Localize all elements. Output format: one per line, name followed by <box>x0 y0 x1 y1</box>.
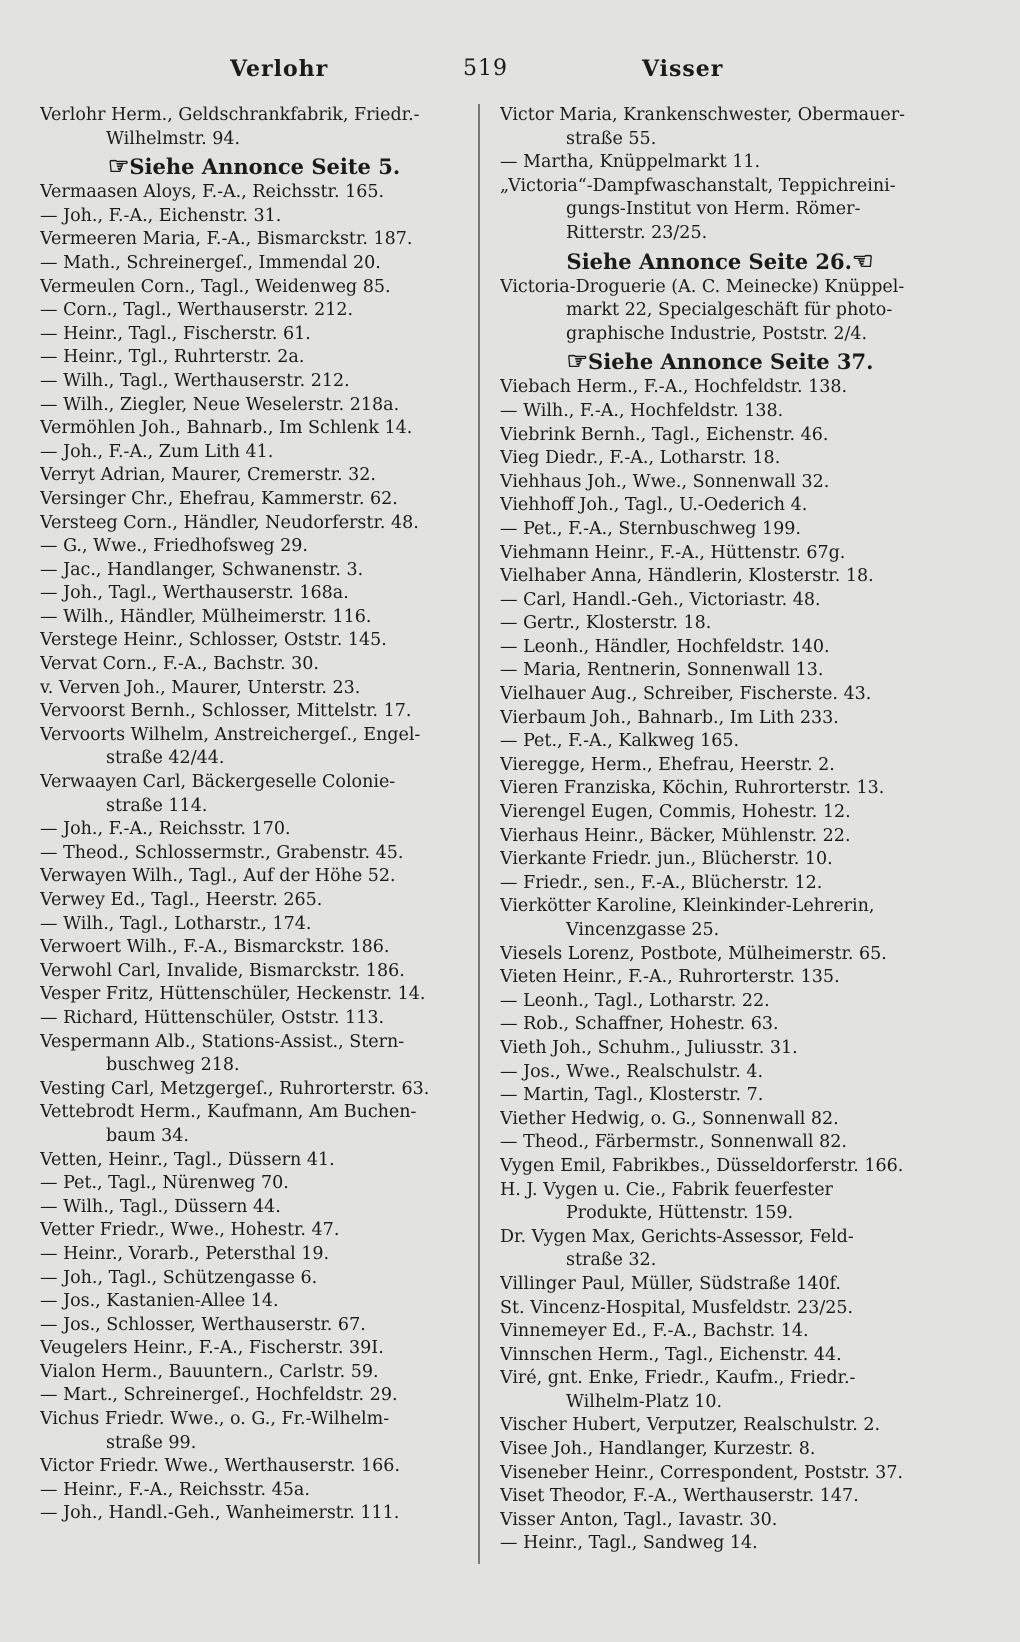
directory-entry <box>40 205 468 229</box>
directory-entry <box>500 966 940 990</box>
directory-entry <box>500 777 940 801</box>
entry-text: Vervoorts Wilhelm, Anstreichergeſ., Engel- <box>40 724 421 745</box>
directory-entry <box>500 323 940 347</box>
directory-entry <box>40 464 468 488</box>
directory-entry <box>500 1202 940 1226</box>
entry-text: Victoria-Droguerie (A. C. Meinecke) Knüppel- <box>500 276 905 297</box>
directory-entry <box>40 276 468 300</box>
directory-entry <box>500 128 940 152</box>
entry-text: — Martha, Knüppelmarkt 11. <box>500 152 761 173</box>
entry-text: Vesting Carl, Metzgergeſ., Ruhrorterstr. 63. <box>40 1078 430 1099</box>
directory-entry <box>500 222 940 246</box>
entry-text: Verwaayen Carl, Bäckergeselle Colonie- <box>40 772 396 793</box>
entry-text: Vervoorst Bernh., Schlosser, Mittelstr. 17. <box>40 701 412 722</box>
directory-entry <box>500 707 940 731</box>
entry-text: Vettebrodt Herm., Kaufmann, Am Buchen- <box>40 1102 417 1123</box>
directory-entry <box>40 1479 468 1503</box>
entry-text: — Wilh., Ziegler, Neue Weselerstr. 218a. <box>40 394 400 415</box>
entry-text: — Wilh., Tagl., Lotharstr., 174. <box>40 913 312 934</box>
directory-entry <box>40 1149 468 1173</box>
header-left-catchword: Verlohr <box>230 56 329 82</box>
entry-text: — Jos., Schlosser, Werthauserstr. 67. <box>40 1314 366 1335</box>
directory-entry <box>500 825 940 849</box>
directory-entry <box>500 1179 940 1203</box>
directory-entry <box>500 565 940 589</box>
entry-text: Viré, gnt. Enke, Friedr., Kaufm., Friedr.- <box>500 1368 856 1389</box>
directory-entry <box>40 417 468 441</box>
directory-entry <box>500 1108 940 1132</box>
entry-text: — Heinr., Tagl., Fischerstr. 61. <box>40 323 311 344</box>
directory-entry <box>40 936 468 960</box>
entry-text: Vervat Corn., F.-A., Bachstr. 30. <box>40 654 319 675</box>
directory-entry <box>40 1290 468 1314</box>
directory-entry <box>500 683 940 707</box>
directory-entry <box>500 589 940 613</box>
directory-entry <box>500 1013 940 1037</box>
entry-text: Wilhelm-Platz 10. <box>566 1391 723 1412</box>
directory-entry <box>500 471 940 495</box>
directory-entry <box>500 1391 940 1415</box>
entry-text: Vierkötter Karoline, Kleinkinder-Lehrerin, <box>500 896 875 917</box>
directory-entry <box>40 1384 468 1408</box>
directory-entry <box>40 488 468 512</box>
entry-text: Vermaasen Aloys, F.-A., Reichsstr. 165. <box>40 182 385 203</box>
right-column <box>500 104 940 1556</box>
entry-text: Vygen Emil, Fabrikbes., Düsseldorferstr. 166. <box>500 1155 904 1176</box>
directory-entry <box>500 943 940 967</box>
entry-text: Verlohr Herm., Geldschrankfabrik, Friedr.- <box>40 105 420 125</box>
entry-text: — Theod., Färbermstr., Sonnenwall 82. <box>500 1132 847 1153</box>
entry-text: — Richard, Hüttenschüler, Oststr. 113. <box>40 1007 385 1028</box>
directory-entry <box>40 795 468 819</box>
header-right-catchword: Visser <box>642 56 724 82</box>
directory-entry <box>500 990 940 1014</box>
entry-text: Vetten, Heinr., Tagl., Düssern 41. <box>40 1149 335 1170</box>
entry-text: Vieth Joh., Schuhm., Juliusstr. 31. <box>500 1037 798 1058</box>
entry-text: straße 55. <box>566 128 657 149</box>
directory-entry <box>40 629 468 653</box>
entry-text: — Wilh., Tagl., Werthauserstr. 212. <box>40 370 350 391</box>
entry-text: — Wilh., F.-A., Hochfeldstr. 138. <box>500 400 784 421</box>
entry-text: Viether Hedwig, o. G., Sonnenwall 82. <box>500 1108 839 1129</box>
directory-entry <box>40 1337 468 1361</box>
entry-text: Viebach Herm., F.-A., Hochfeldstr. 138. <box>500 377 848 398</box>
entry-text: Vermeeren Maria, F.-A., Bismarckstr. 187. <box>40 229 413 250</box>
directory-entry <box>40 818 468 842</box>
entry-text: Versinger Chr., Ehefrau, Kammerstr. 62. <box>40 488 398 509</box>
entry-text: — Heinr., Tgl., Ruhrterstr. 2a. <box>40 347 305 368</box>
entry-text: Siehe Annonce Seite 5. <box>129 154 401 180</box>
pointing-hand-icon: ☞ <box>107 151 130 181</box>
directory-entry <box>500 542 940 566</box>
entry-text: — Jos., Wwe., Realschulstr. 4. <box>500 1061 764 1082</box>
directory-entry <box>40 913 468 937</box>
directory-entry <box>500 1414 940 1438</box>
directory-entry <box>40 104 468 128</box>
directory-entry <box>40 370 468 394</box>
directory-entry <box>500 1320 940 1344</box>
entry-text: Vieren Franziska, Köchin, Ruhrorterstr. 13. <box>500 778 885 799</box>
directory-entry <box>500 1367 940 1391</box>
directory-entry <box>500 198 940 222</box>
entry-text: Vinnemeyer Ed., F.-A., Bachstr. 14. <box>500 1321 809 1342</box>
directory-entry <box>500 1037 940 1061</box>
entry-text: — Rob., Schaffner, Hohestr. 63. <box>500 1014 779 1035</box>
entry-text: — Jac., Handlanger, Schwanenstr. 3. <box>40 559 364 580</box>
directory-entry <box>40 323 468 347</box>
directory-entry <box>40 1502 468 1526</box>
directory-entry <box>40 1007 468 1031</box>
directory-entry <box>40 1432 468 1456</box>
directory-entry <box>40 653 468 677</box>
entry-text: — Pet., Tagl., Nürenweg 70. <box>40 1173 289 1194</box>
directory-entry <box>500 636 940 660</box>
entry-text: Vielhauer Aug., Schreiber, Fischerste. 43. <box>500 684 872 705</box>
entry-text: baum 34. <box>106 1125 189 1146</box>
entry-text: Viebrink Bernh., Tagl., Eichenstr. 46. <box>500 424 829 445</box>
entry-text: Versteeg Corn., Händler, Neudorferstr. 48. <box>40 512 419 533</box>
directory-entry <box>40 1219 468 1243</box>
column-divider <box>478 104 480 1564</box>
directory-entry <box>40 299 468 323</box>
entry-text: Vespermann Alb., Stations-Assist., Stern- <box>40 1031 405 1052</box>
directory-entry <box>40 747 468 771</box>
entry-text: Verwoert Wilh., F.-A., Bismarckstr. 186. <box>40 937 390 958</box>
page-number: 519 <box>463 56 508 81</box>
directory-entry <box>40 512 468 536</box>
entry-text: — Joh., Tagl., Werthauserstr. 168a. <box>40 583 349 604</box>
directory-entry <box>500 801 940 825</box>
entry-text: — Joh., F.-A., Eichenstr. 31. <box>40 205 282 226</box>
entry-text: markt 22, Specialgeschäft für photo- <box>566 300 893 321</box>
entry-text: Vetter Friedr., Wwe., Hohestr. 47. <box>40 1220 340 1241</box>
directory-entry <box>500 276 940 300</box>
entry-text: Villinger Paul, Müller, Südstraße 140f. <box>500 1273 841 1294</box>
directory-entry <box>40 1361 468 1385</box>
entry-text: — Theod., Schlossermstr., Grabenstr. 45. <box>40 842 404 863</box>
entry-text: — Gertr., Klosterstr. 18. <box>500 613 712 634</box>
directory-entry <box>40 1196 468 1220</box>
entry-text: straße 114. <box>106 795 208 816</box>
directory-entry <box>40 1125 468 1149</box>
annonce-reference <box>500 246 940 276</box>
directory-entry <box>500 612 940 636</box>
directory-entry <box>40 1314 468 1338</box>
entry-text: Vieg Diedr., F.-A., Lotharstr. 18. <box>500 448 781 469</box>
directory-entry <box>500 376 940 400</box>
directory-entry <box>500 299 940 323</box>
directory-entry <box>500 1155 940 1179</box>
entry-text: — Mart., Schreinergeſ., Hochfeldstr. 29. <box>40 1385 398 1406</box>
entry-text: Vierengel Eugen, Commis, Hohestr. 12. <box>500 802 851 823</box>
directory-entry <box>40 181 468 205</box>
directory-entry <box>40 1267 468 1291</box>
directory-entry <box>500 1532 940 1556</box>
directory-entry <box>40 1408 468 1432</box>
entry-text: Vierkante Friedr. jun., Blücherstr. 10. <box>500 849 833 870</box>
entry-text: gungs-Institut von Herm. Römer- <box>566 199 861 220</box>
directory-entry <box>40 128 468 152</box>
entry-text: Vermöhlen Joh., Bahnarb., Im Schlenk 14. <box>40 418 413 439</box>
entry-text: — Martin, Tagl., Klosterstr. 7. <box>500 1085 764 1106</box>
directory-entry <box>40 582 468 606</box>
entry-text: v. Verven Joh., Maurer, Unterstr. 23. <box>40 677 361 698</box>
directory-entry <box>40 346 468 370</box>
entry-text: — Wilh., Tagl., Düssern 44. <box>40 1196 281 1217</box>
entry-text: straße 32. <box>566 1250 657 1271</box>
directory-entry <box>500 424 940 448</box>
entry-text: — Leonh., Tagl., Lotharstr. 22. <box>500 990 770 1011</box>
entry-text: Vischer Hubert, Verputzer, Realschulstr. 2. <box>500 1415 881 1436</box>
entry-text: Vieregge, Herm., Ehefrau, Heerstr. 2. <box>500 754 835 775</box>
directory-entry <box>500 1061 940 1085</box>
entry-text: — Pet., F.-A., Sternbuschweg 199. <box>500 518 801 539</box>
entry-text: — Heinr., Tagl., Sandweg 14. <box>500 1533 758 1554</box>
entry-text: Vielhaber Anna, Händlerin, Klosterstr. 18. <box>500 566 874 587</box>
entry-text: Vialon Herm., Bauuntern., Carlstr. 59. <box>40 1361 379 1382</box>
entry-text: buschweg 218. <box>106 1055 240 1076</box>
entry-text: Viehhoff Joh., Tagl., U.-Oederich 4. <box>500 495 808 516</box>
directory-entry <box>500 1297 940 1321</box>
entry-text: Verwohl Carl, Invalide, Bismarckstr. 186. <box>40 960 405 981</box>
entry-text: — Joh., F.-A., Reichsstr. 170. <box>40 819 291 840</box>
entry-text: — Joh., Handl.-Geh., Wanheimerstr. 111. <box>40 1503 400 1524</box>
directory-entry <box>40 842 468 866</box>
directory-entry <box>500 151 940 175</box>
entry-text: Viehmann Heinr., F.-A., Hüttenstr. 67g. <box>500 542 846 563</box>
annonce-reference <box>500 346 940 376</box>
annonce-reference <box>40 151 468 181</box>
entry-text: Vinnschen Herm., Tagl., Eichenstr. 44. <box>500 1344 842 1365</box>
entry-text: — Carl, Handl.-Geh., Victoriastr. 48. <box>500 589 821 610</box>
directory-entry <box>500 104 940 128</box>
entry-text: — Math., Schreinergeſ., Immendal 20. <box>40 252 381 273</box>
entry-text: Siehe Annonce Seite 26. <box>566 248 852 274</box>
entry-text: — Corn., Tagl., Werthauserstr. 212. <box>40 300 354 321</box>
directory-entry <box>500 1438 940 1462</box>
directory-entry <box>40 865 468 889</box>
directory-entry <box>500 447 940 471</box>
directory-entry <box>40 394 468 418</box>
entry-text: Viesels Lorenz, Postbote, Mülheimerstr. 65. <box>500 943 887 964</box>
entry-text: „Victoria“-Dampfwaschanstalt, Teppichreini- <box>500 175 896 196</box>
entry-text: — Heinr., Vorarb., Petersthal 19. <box>40 1243 330 1264</box>
directory-entry <box>500 494 940 518</box>
entry-text: — Pet., F.-A., Kalkweg 165. <box>500 731 740 752</box>
entry-text: Wilhelmstr. 94. <box>106 128 241 149</box>
directory-entry <box>500 1462 940 1486</box>
entry-text: Produkte, Hüttenstr. 159. <box>566 1203 794 1224</box>
directory-entry <box>40 1054 468 1078</box>
pointing-hand-icon: ☜ <box>851 245 874 275</box>
entry-text: — Jos., Kastanien-Allee 14. <box>40 1291 279 1312</box>
directory-entry <box>500 1226 940 1250</box>
entry-text: Vermeulen Corn., Tagl., Weidenweg 85. <box>40 276 391 297</box>
entry-text: H. J. Vygen u. Cie., Fabrik feuerfester <box>500 1179 833 1200</box>
directory-entry <box>40 606 468 630</box>
directory-entry <box>500 1131 940 1155</box>
entry-text: Verwey Ed., Tagl., Heerstr. 265. <box>40 890 323 910</box>
directory-entry <box>40 983 468 1007</box>
directory-entry <box>40 535 468 559</box>
directory-entry <box>40 441 468 465</box>
pointing-hand-icon: ☞ <box>566 346 589 376</box>
entry-text: Vesper Fritz, Hüttenschüler, Heckenstr. 14. <box>40 984 426 1005</box>
directory-entry <box>40 559 468 583</box>
entry-text: Visser Anton, Tagl., Iavastr. 30. <box>500 1509 778 1530</box>
entry-text: — Friedr., sen., F.-A., Blücherstr. 12. <box>500 872 823 893</box>
entry-text: — G., Wwe., Friedhofsweg 29. <box>40 536 308 557</box>
entry-text: — Joh., Tagl., Schützengasse 6. <box>40 1267 318 1288</box>
directory-entry <box>500 1273 940 1297</box>
directory-entry <box>40 1078 468 1102</box>
directory-entry <box>40 228 468 252</box>
directory-entry <box>500 1344 940 1368</box>
directory-entry <box>500 919 940 943</box>
page-header <box>0 56 1020 90</box>
directory-entry <box>500 872 940 896</box>
directory-entry <box>500 1084 940 1108</box>
directory-entry <box>40 1172 468 1196</box>
entry-text: Siehe Annonce Seite 37. <box>588 349 874 375</box>
entry-text: Vieten Heinr., F.-A., Ruhrorterstr. 135. <box>500 967 840 988</box>
entry-text: — Wilh., Händler, Mülheimerstr. 116. <box>40 606 372 627</box>
entry-text: Veugelers Heinr., F.-A., Fischerstr. 39I. <box>40 1338 384 1359</box>
entry-text: straße 42/44. <box>106 748 225 769</box>
directory-entry <box>40 724 468 748</box>
entry-text: Vichus Friedr. Wwe., o. G., Fr.-Wilhelm- <box>40 1409 390 1430</box>
left-column <box>40 104 468 1526</box>
directory-entry <box>40 960 468 984</box>
directory-entry <box>40 677 468 701</box>
directory-entry <box>500 730 940 754</box>
directory-entry <box>40 1243 468 1267</box>
directory-entry <box>40 771 468 795</box>
directory-entry <box>500 1509 940 1533</box>
entry-text: Verryt Adrian, Maurer, Cremerstr. 32. <box>40 465 376 486</box>
entry-text: Ritterstr. 23/25. <box>566 222 708 243</box>
entry-text: graphische Industrie, Poststr. 2/4. <box>566 323 868 344</box>
entry-text: straße 99. <box>106 1432 197 1453</box>
entry-text: Vierhaus Heinr., Bäcker, Mühlenstr. 22. <box>500 825 851 846</box>
directory-entry <box>500 895 940 919</box>
directory-entry <box>40 700 468 724</box>
directory-entry <box>500 1485 940 1509</box>
directory-entry <box>500 659 940 683</box>
directory-entry <box>500 400 940 424</box>
directory-entry <box>40 252 468 276</box>
directory-entry <box>40 1101 468 1125</box>
directory-entry <box>500 1249 940 1273</box>
directory-entry <box>40 1031 468 1055</box>
entry-text: Victor Maria, Krankenschwester, Obermauer- <box>500 105 906 125</box>
entry-text: Viset Theodor, F.-A., Werthauserstr. 147. <box>500 1486 859 1507</box>
entry-text: — Maria, Rentnerin, Sonnenwall 13. <box>500 660 824 681</box>
directory-entry <box>40 889 468 913</box>
entry-text: Dr. Vygen Max, Gerichts-Assessor, Feld- <box>500 1226 854 1247</box>
entry-text: — Leonh., Händler, Hochfeldstr. 140. <box>500 636 830 657</box>
entry-text: Victor Friedr. Wwe., Werthauserstr. 166. <box>40 1456 401 1477</box>
directory-entry <box>500 175 940 199</box>
directory-entry <box>40 1455 468 1479</box>
directory-entry <box>500 754 940 778</box>
entry-text: — Joh., F.-A., Zum Lith 41. <box>40 441 274 462</box>
entry-text: Viehhaus Joh., Wwe., Sonnenwall 32. <box>500 471 830 492</box>
directory-entry <box>500 848 940 872</box>
entry-text: Verstege Heinr., Schlosser, Oststr. 145. <box>40 630 387 651</box>
entry-text: Visee Joh., Handlanger, Kurzestr. 8. <box>500 1439 816 1460</box>
entry-text: St. Vincenz-Hospital, Musfeldstr. 23/25. <box>500 1297 854 1318</box>
entry-text: Vincenzgasse 25. <box>566 920 720 940</box>
entry-text: Vierbaum Joh., Bahnarb., Im Lith 233. <box>500 707 839 728</box>
entry-text: Verwayen Wilh., Tagl., Auf der Höhe 52. <box>40 866 396 887</box>
entry-text: Viseneber Heinr., Correspondent, Poststr. 37. <box>500 1462 904 1483</box>
directory-entry <box>500 518 940 542</box>
entry-text: — Heinr., F.-A., Reichsstr. 45a. <box>40 1479 310 1500</box>
